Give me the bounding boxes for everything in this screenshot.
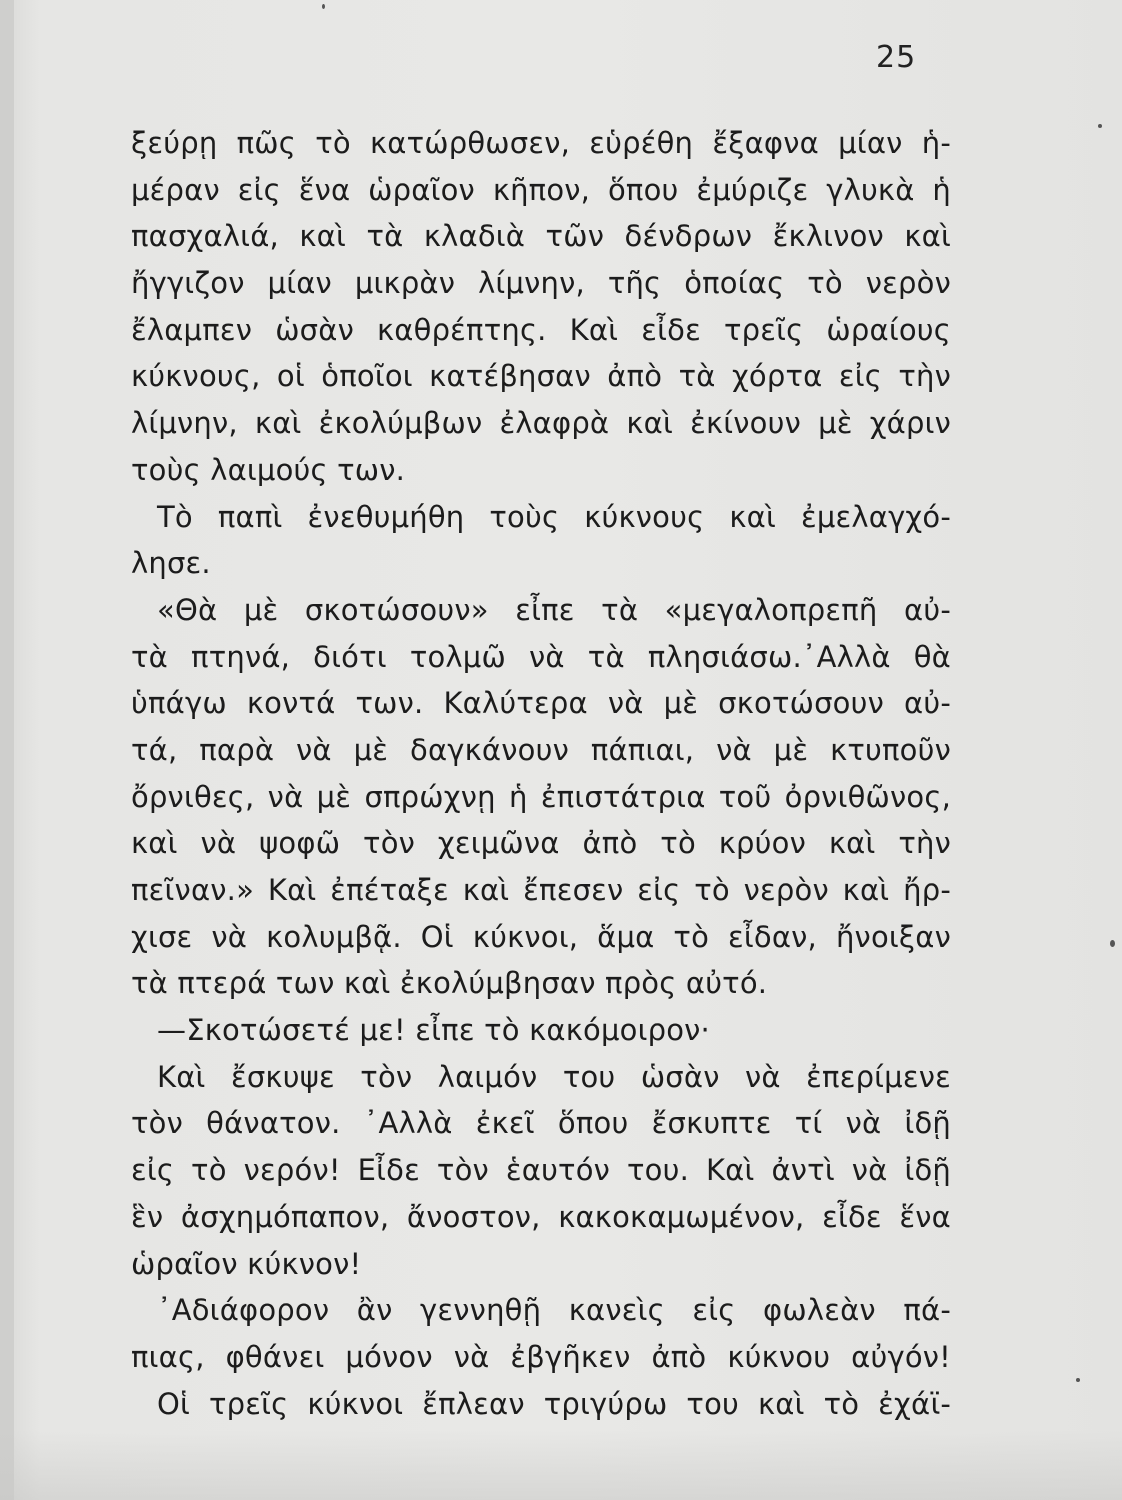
text-line: χισε νὰ κολυμβᾷ. Οἱ κύκνοι, ἅμα τὸ εἶδαν, ἤνοιξαν [131,919,951,954]
text-line: ὡραῖον κύκνον! [131,1246,362,1281]
ink-speck [1076,1378,1080,1382]
text-line: ξεύρῃ πῶς τὸ κατώρθωσεν, εὑρέθη ἔξαφνα μίαν ἡ- [131,126,951,160]
text-line: πεῖναν.» Καὶ ἐπέταξε καὶ ἔπεσεν εἰς τὸ νερὸν καὶ ἤρ- [131,873,951,907]
text-line: Οἱ τρεῖς κύκνοι ἔπλεαν τριγύρω του καὶ τὸ ἐχάϊ- [157,1386,951,1421]
text-line: —Σκοτώσετέ με! εἶπε τὸ κακόμοιρον· [157,1013,710,1048]
text-line: τὸν θάνατον. ᾿Αλλὰ ἐκεῖ ὅπου ἔσκυπτε τί νὰ ἰδῇ [131,1106,951,1141]
text-line: τά, παρὰ νὰ μὲ δαγκάνουν πάπιαι, νὰ μὲ κτυποῦν [131,732,951,767]
ink-speck [1098,124,1102,128]
text-line: τὰ πτηνά, διότι τολμῶ νὰ τὰ πλησιάσω.᾿Αλλὰ θὰ [131,639,951,674]
text-line: ὑπάγω κοντά των. Καλύτερα νὰ μὲ σκοτώσουν αὐ- [131,686,951,721]
page-number: 25 [876,40,917,75]
text-line: ἔλαμπεν ὡσὰν καθρέπτης. Καὶ εἶδε τρεῖς ὡραίους [131,312,951,347]
text-line: λίμνην, καὶ ἐκολύμβων ἐλαφρὰ καὶ ἐκίνουν μὲ χάριν [131,406,951,441]
text-line: ἓν ἀσχημόπαπον, ἄνοστον, κακοκαμωμένον, εἶδε ἕνα [131,1199,951,1234]
text-line: εἰς τὸ νερόν! Εἶδε τὸν ἑαυτόν του. Καὶ ἀντὶ νὰ ἰδῇ [131,1153,951,1188]
text-line: ᾿Αδιάφορον ἂν γεννηθῇ κανεὶς εἰς φωλεὰν πά- [157,1293,951,1328]
text-line: ὄρνιθες, νὰ μὲ σπρώχνῃ ἡ ἐπιστάτρια τοῦ ὀρνιθῶνος, [131,779,951,814]
ink-speck [1110,940,1115,947]
text-line: ἤγγιζον μίαν μικρὰν λίμνην, τῆς ὁποίας τὸ νερὸν [131,266,951,301]
text-line: «Θὰ μὲ σκοτώσουν» εἶπε τὰ «μεγαλοπρεπῆ αὐ- [157,592,951,627]
text-line: κύκνους, οἱ ὁποῖοι κατέβησαν ἀπὸ τὰ χόρτα εἰς τὴν [131,359,951,394]
text-line: πιας, φθάνει μόνον νὰ ἐβγῆκεν ἀπὸ κύκνου αὐγόν! [131,1339,951,1374]
text-line: Καὶ ἔσκυψε τὸν λαιμόν του ὡσὰν νὰ ἐπερίμενε [157,1059,951,1094]
text-line: τὰ πτερά των καὶ ἐκολύμβησαν πρὸς αὐτό. [131,966,768,1001]
text-line: καὶ νὰ ψοφῶ τὸν χειμῶνα ἀπὸ τὸ κρύον καὶ τὴν [131,826,951,861]
text-line: Τὸ παπὶ ἐνεθυμήθη τοὺς κύκνους καὶ ἐμελαγχό- [157,499,951,534]
text-line: πασχαλιά, καὶ τὰ κλαδιὰ τῶν δένδρων ἔκλινον καὶ [131,219,951,254]
body-text [131,120,951,1427]
text-line: λησε. [131,546,211,581]
ink-speck [322,4,325,9]
text-line: μέραν εἰς ἕνα ὡραῖον κῆπον, ὅπου ἐμύριζε γλυκὰ ἡ [131,172,951,207]
text-line: τοὺς λαιμούς των. [131,452,406,487]
show-through-shadow [0,1430,1122,1500]
page-edge-shadow [0,0,14,1500]
